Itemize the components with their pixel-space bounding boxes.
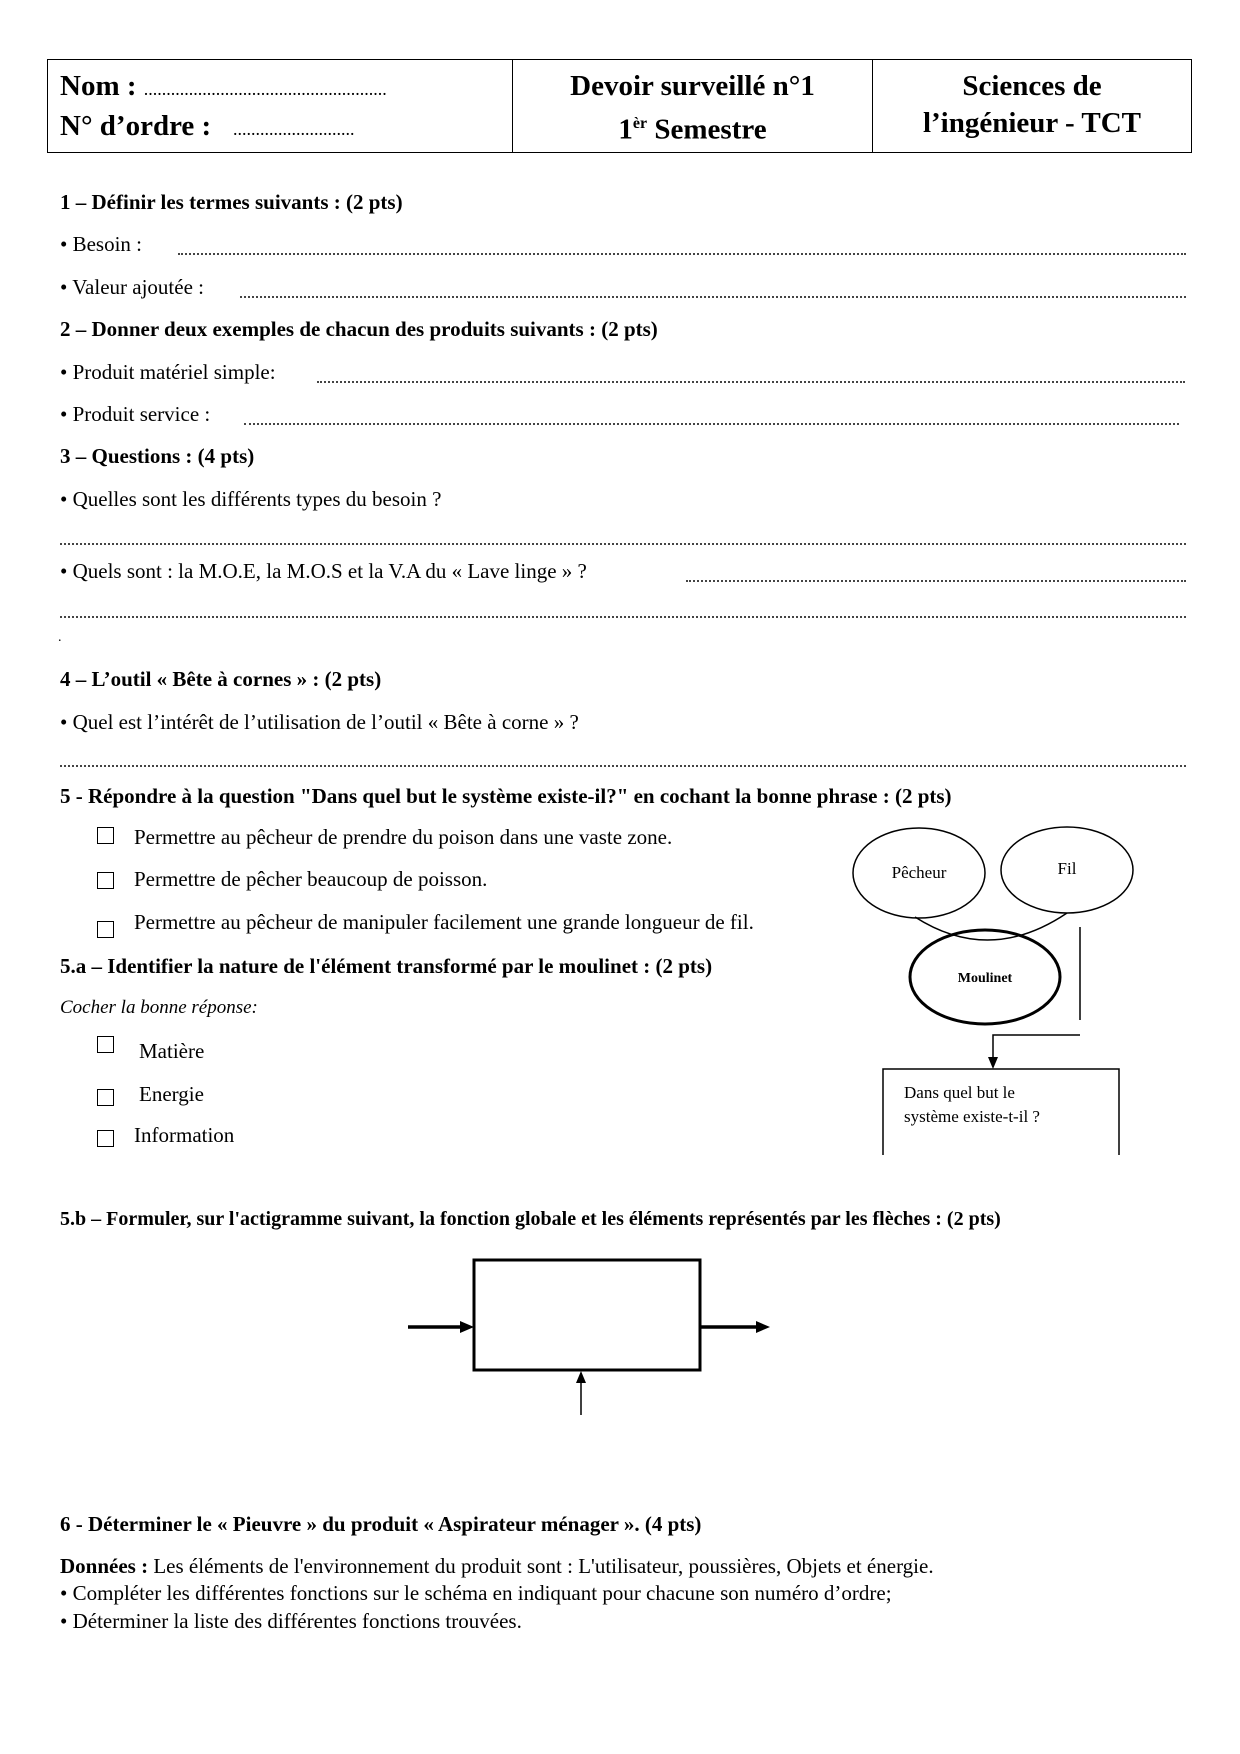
q3-moe-answer-line1[interactable]	[686, 580, 1186, 582]
actigramme-box	[474, 1260, 700, 1370]
q3-types-answer-line[interactable]	[60, 543, 1186, 545]
q2-service-answer-line[interactable]	[244, 423, 1179, 425]
q5a-matiere-label: Matière	[139, 1039, 205, 1063]
q4-title: 4 – L’outil « Bête à cornes » : (2 pts)	[60, 667, 382, 691]
q5-option3-checkbox[interactable]	[97, 921, 114, 938]
q3-moe-answer-line2[interactable]	[60, 616, 1186, 618]
pecheur-label: Pêcheur	[891, 863, 947, 882]
bete-a-cornes-diagram	[840, 815, 1140, 1155]
q2-materiel-answer-line[interactable]	[317, 381, 1185, 383]
semester-label: $1^{èr}$ Semestre	[618, 113, 767, 146]
q4-question: • Quel est l’intérêt de l’utilisation de l’outil « Bête à corne » ?	[60, 710, 579, 734]
q1-besoin-answer-line[interactable]	[178, 253, 1186, 255]
q3-title: 3 – Questions : (4 pts)	[60, 444, 255, 468]
control-arrowhead	[576, 1371, 586, 1383]
ordre-field[interactable]: ...........................	[232, 119, 355, 139]
q5a-instruction: Cocher la bonne réponse:	[60, 997, 258, 1018]
connector-arrowhead	[988, 1057, 998, 1069]
fil-label: Fil	[1057, 859, 1077, 878]
q5-title: 5 - Répondre à la question "Dans quel but le système existe-il?" en cochant la bonne phrase : (2 pts)	[60, 784, 952, 808]
q5-option2-checkbox[interactable]	[97, 872, 114, 889]
header-table	[47, 59, 1192, 153]
horn-arc	[915, 913, 1067, 940]
actigramme-diagram	[400, 1255, 780, 1425]
q5a-information-checkbox[interactable]	[97, 1130, 114, 1147]
q5a-energie-checkbox[interactable]	[97, 1089, 114, 1106]
q2-service-label: • Produit service :	[60, 402, 211, 426]
subject-line1: Sciences de	[962, 70, 1102, 102]
q5b-title: 5.b – Formuler, sur l'actigramme suivant, la fonction globale et les éléments représentés par les flèches : (2 pts)	[60, 1208, 1001, 1230]
output-arrowhead	[756, 1321, 770, 1333]
ordre-label: N° d’ordre :	[60, 110, 212, 142]
q5-option3-label: Permettre au pêcheur de manipuler facilement une grande longueur de fil.	[134, 910, 754, 934]
q6-donnees-label: Données :	[60, 1554, 149, 1578]
nom-label: Nom :	[60, 70, 137, 102]
input-arrowhead	[460, 1321, 474, 1333]
q6-item2: • Déterminer la liste des différentes fonctions trouvées.	[60, 1609, 522, 1633]
nom-field[interactable]: ......................................................	[143, 79, 387, 99]
q3-types-question: • Quelles sont les différents types du besoin ?	[60, 487, 442, 511]
q6-donnees	[60, 1554, 934, 1579]
q5a-title: 5.a – Identifier la nature de l'élément transformé par le moulinet : (2 pts)	[60, 954, 713, 978]
q5a-energie-label: Energie	[139, 1082, 204, 1106]
q2-materiel-label: • Produit matériel simple:	[60, 360, 276, 384]
subject-cell	[873, 60, 1191, 152]
q5-option1-checkbox[interactable]	[97, 827, 114, 844]
q1-valeur-answer-line[interactable]	[240, 296, 1186, 298]
q6-title: 6 - Déterminer le « Pieuvre » du produit « Aspirateur ménager ». (4 pts)	[60, 1512, 702, 1536]
subject-line2: l’ingénieur - TCT	[922, 107, 1142, 139]
question-box-line2: système existe-t-il ?	[904, 1107, 1040, 1126]
q1-valeur-label: • Valeur ajoutée :	[60, 275, 204, 299]
q1-title: 1 – Définir les termes suivants : (2 pts)	[60, 190, 403, 214]
q5a-information-label: Information	[134, 1123, 235, 1147]
q4-answer-line[interactable]	[60, 765, 1186, 767]
q6-item1: • Compléter les différentes fonctions sur le schéma en indiquant pour chacune son numéro d’ordre;	[60, 1581, 892, 1605]
q5a-matiere-checkbox[interactable]	[97, 1036, 114, 1053]
stray-dot: .	[58, 630, 62, 645]
moulinet-label: Moulinet	[957, 971, 1013, 986]
q2-title: 2 – Donner deux exemples de chacun des produits suivants : (2 pts)	[60, 317, 658, 341]
exam-title: Devoir surveillé n°1	[570, 70, 815, 102]
q5-option2-label: Permettre de pêcher beaucoup de poisson.	[134, 867, 488, 891]
q1-besoin-label: • Besoin :	[60, 232, 143, 256]
question-box-line1: Dans quel but le	[904, 1083, 1015, 1102]
exam-title-cell	[513, 60, 873, 152]
student-info-cell	[48, 60, 513, 152]
connector-arrow	[993, 1035, 1080, 1063]
q6-donnees-text: Les éléments de l'environnement du produit sont : L'utilisateur, poussières, Objets et énergie.	[148, 1554, 934, 1578]
q3-moe-question: • Quels sont : la M.O.E, la M.O.S et la V.A du « Lave linge » ?	[60, 559, 587, 583]
q5-option1-label: Permettre au pêcheur de prendre du poison dans une vaste zone.	[134, 825, 673, 849]
